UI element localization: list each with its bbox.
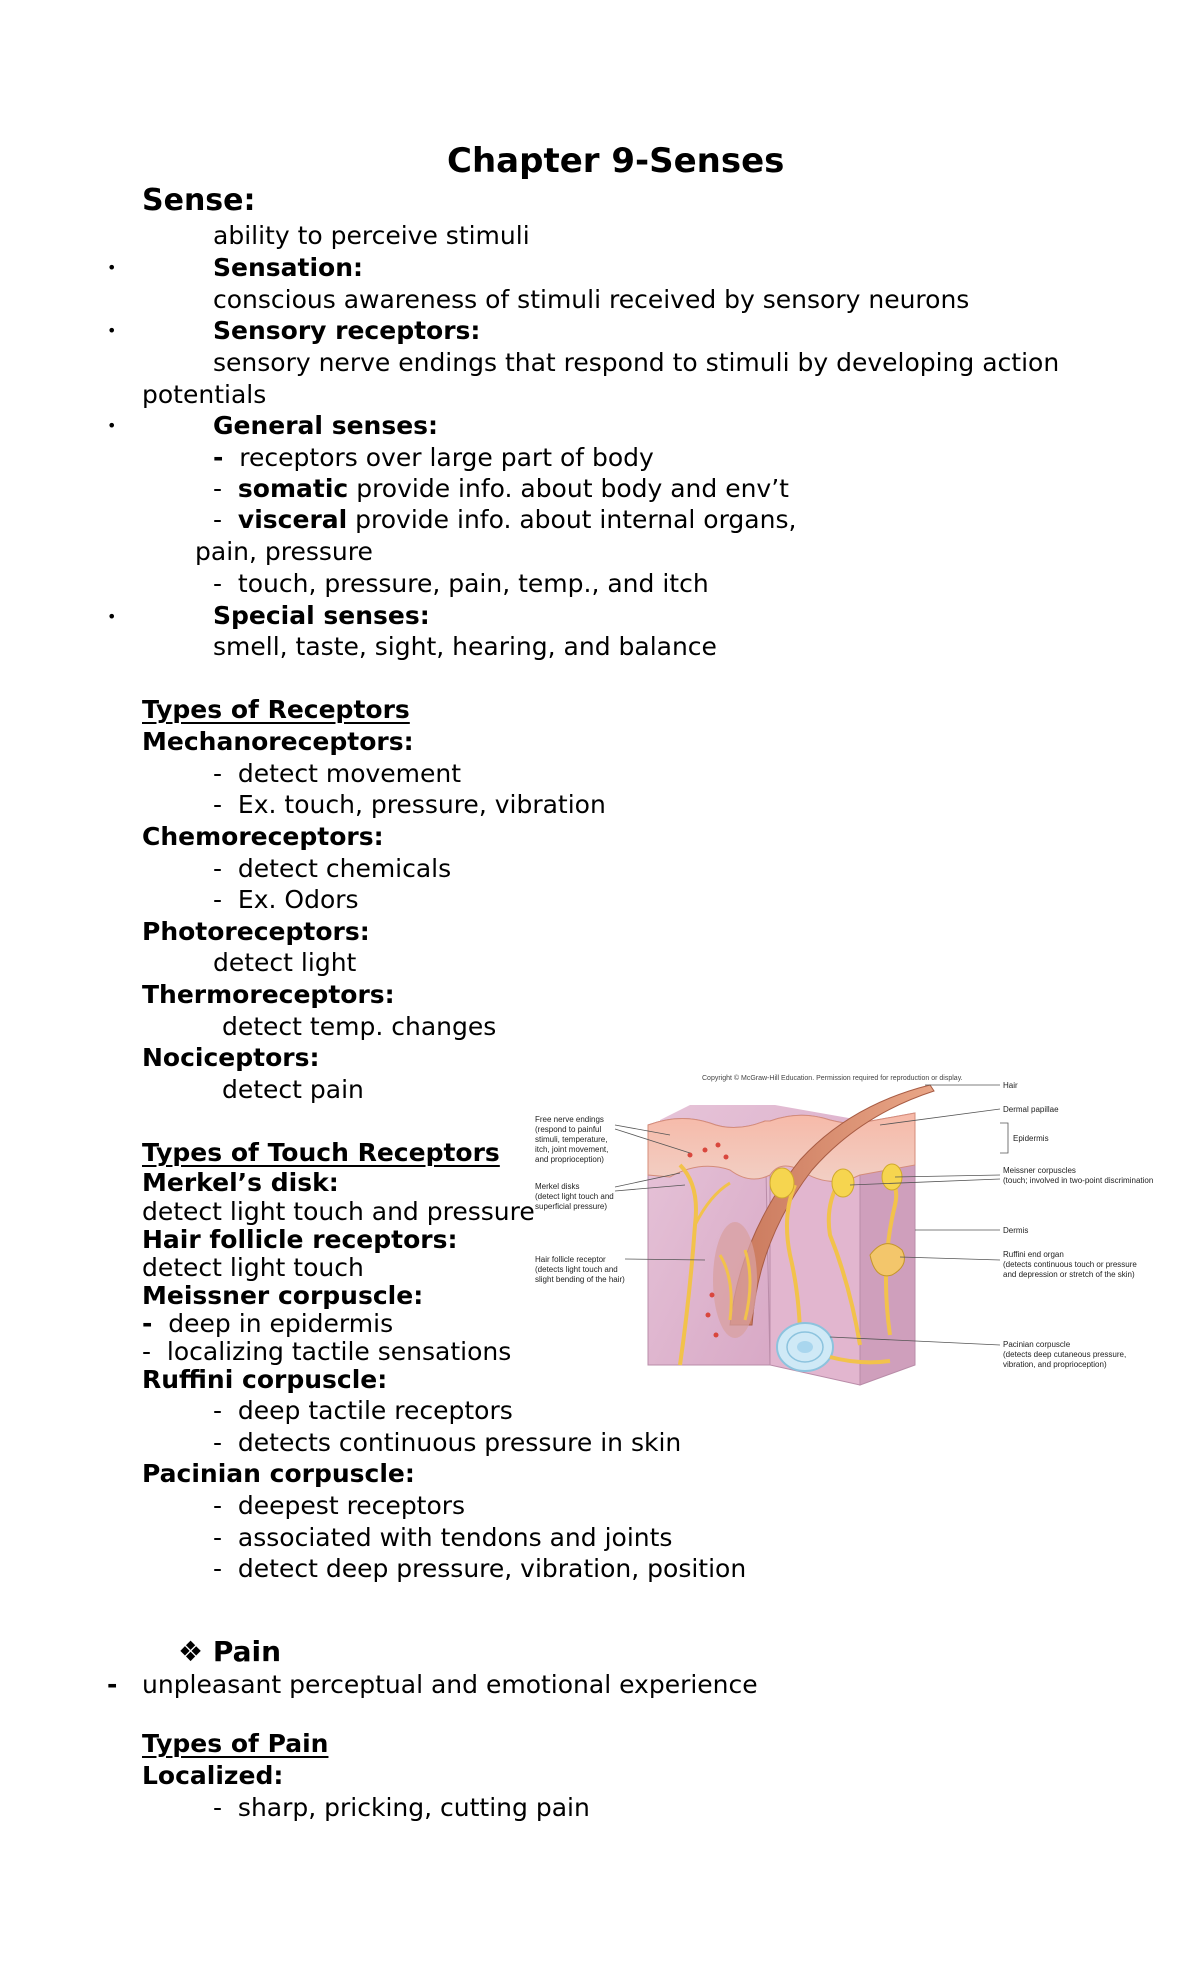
chemoreceptors-item: - detect chemicals (213, 854, 452, 883)
special-senses-heading: Special senses: (213, 601, 430, 630)
meissner-heading: Meissner corpuscle: (142, 1281, 424, 1310)
sensory-receptors-heading: Sensory receptors: (213, 316, 481, 345)
ruffini-item: - deep tactile receptors (213, 1396, 513, 1425)
sensation-heading: Sensation: (213, 253, 363, 282)
hair-follicle-item: detect light touch (142, 1253, 364, 1282)
figure-copyright: Copyright © McGraw-Hill Education. Permission required for reproduction or display. (702, 1075, 963, 1082)
page-title: Chapter 9-Senses (447, 141, 785, 181)
mechanoreceptors-item: - Ex. touch, pressure, vibration (213, 790, 606, 819)
label-ruffini-end-organ: (detects continuous touch or pressure (1003, 1260, 1137, 1269)
dash-bullet-icon: - (107, 1670, 118, 1699)
thermoreceptors-item: detect temp. changes (222, 1012, 497, 1041)
label-pacinian-corpuscle: vibration, and proprioception) (1003, 1360, 1107, 1369)
label-free-nerve-endings: Free nerve endings (535, 1115, 604, 1124)
merkel-heading: Merkel’s disk: (142, 1168, 339, 1197)
bullet-icon: • (107, 258, 117, 277)
special-senses-definition: smell, taste, sight, hearing, and balance (213, 632, 717, 661)
types-of-touch-receptors-heading: Types of Touch Receptors (142, 1138, 500, 1167)
photoreceptors-item: detect light (213, 948, 357, 977)
chemoreceptors-item: - Ex. Odors (213, 885, 359, 914)
ruffini-item: - detects continuous pressure in skin (213, 1428, 682, 1457)
merkel-item: detect light touch and pressure (142, 1197, 535, 1226)
bullet-icon: • (107, 416, 117, 435)
bullet-icon: • (107, 321, 117, 340)
chemoreceptors-heading: Chemoreceptors: (142, 822, 384, 851)
hair-follicle-heading: Hair follicle receptors: (142, 1225, 458, 1254)
pain-definition: unpleasant perceptual and emotional experience (142, 1670, 758, 1699)
general-senses-item: - receptors over large part of body (213, 443, 654, 472)
label-ruffini-end-organ: Ruffini end organ (1003, 1250, 1064, 1259)
label-free-nerve-endings: stimuli, temperature, (535, 1135, 608, 1144)
general-senses-item-cont: pain, pressure (195, 537, 373, 566)
pacinian-item: - deepest receptors (213, 1491, 466, 1520)
mechanoreceptors-heading: Mechanoreceptors: (142, 727, 414, 756)
pain-heading: ❖ Pain (178, 1635, 282, 1668)
label-free-nerve-endings: itch, joint movement, (535, 1145, 609, 1154)
label-hair-follicle-receptor: slight bending of the hair) (535, 1275, 625, 1284)
label-hair-follicle-receptor: (detects light touch and (535, 1265, 618, 1274)
label-merkel-disks: Merkel disks (535, 1182, 580, 1191)
label-hair-follicle-receptor: Hair follicle receptor (535, 1255, 606, 1264)
general-senses-heading: General senses: (213, 411, 439, 440)
general-senses-item: - touch, pressure, pain, temp., and itch (213, 569, 709, 598)
general-senses-item: - somatic provide info. about body and env’t (213, 474, 789, 503)
mechanoreceptors-item: - detect movement (213, 759, 462, 788)
label-merkel-disks: (detect light touch and (535, 1192, 614, 1201)
pacinian-item: - detect deep pressure, vibration, position (213, 1554, 747, 1583)
label-meissner-corpuscles: (touch; involved in two-point discrimination (1003, 1176, 1154, 1185)
label-merkel-disks: superficial pressure) (535, 1202, 608, 1211)
photoreceptors-heading: Photoreceptors: (142, 917, 370, 946)
sense-heading: Sense: (142, 183, 256, 218)
meissner-item: - deep in epidermis (142, 1309, 394, 1338)
localized-heading: Localized: (142, 1761, 284, 1790)
label-free-nerve-endings: and proprioception) (535, 1155, 604, 1164)
bullet-icon: • (107, 607, 117, 626)
label-pacinian-corpuscle: Pacinian corpuscle (1003, 1340, 1071, 1349)
sensory-receptors-definition: sensory nerve endings that respond to stimuli by developing action (213, 348, 1060, 377)
sense-definition: ability to perceive stimuli (213, 221, 530, 250)
label-ruffini-end-organ: and depression or stretch of the skin) (1003, 1270, 1135, 1279)
label-dermal-papillae: Dermal papillae (1003, 1105, 1059, 1114)
nociceptors-heading: Nociceptors: (142, 1043, 320, 1072)
types-of-receptors-heading: Types of Receptors (142, 695, 410, 724)
skin-receptors-figure (530, 1065, 1154, 1425)
label-meissner-corpuscles: Meissner corpuscles (1003, 1166, 1076, 1175)
label-epidermis: Epidermis (1013, 1134, 1049, 1143)
general-senses-item: - visceral provide info. about internal organs, (213, 505, 797, 534)
pacinian-heading: Pacinian corpuscle: (142, 1459, 415, 1488)
localized-item: - sharp, pricking, cutting pain (213, 1793, 590, 1822)
thermoreceptors-heading: Thermoreceptors: (142, 980, 395, 1009)
types-of-pain-heading: Types of Pain (142, 1729, 329, 1758)
sensation-definition: conscious awareness of stimuli received by sensory neurons (213, 285, 970, 314)
diamond-bullet-icon: ❖ (178, 1635, 204, 1668)
pacinian-item: - associated with tendons and joints (213, 1523, 673, 1552)
meissner-item: - localizing tactile sensations (142, 1337, 512, 1366)
ruffini-heading: Ruffini corpuscle: (142, 1365, 388, 1394)
label-pacinian-corpuscle: (detects deep cutaneous pressure, (1003, 1350, 1127, 1359)
label-hair: Hair (1003, 1081, 1018, 1090)
sensory-receptors-definition-cont: potentials (142, 380, 267, 409)
nociceptors-item: detect pain (222, 1075, 364, 1104)
label-dermis: Dermis (1003, 1226, 1029, 1235)
label-free-nerve-endings: (respond to painful (535, 1125, 602, 1134)
